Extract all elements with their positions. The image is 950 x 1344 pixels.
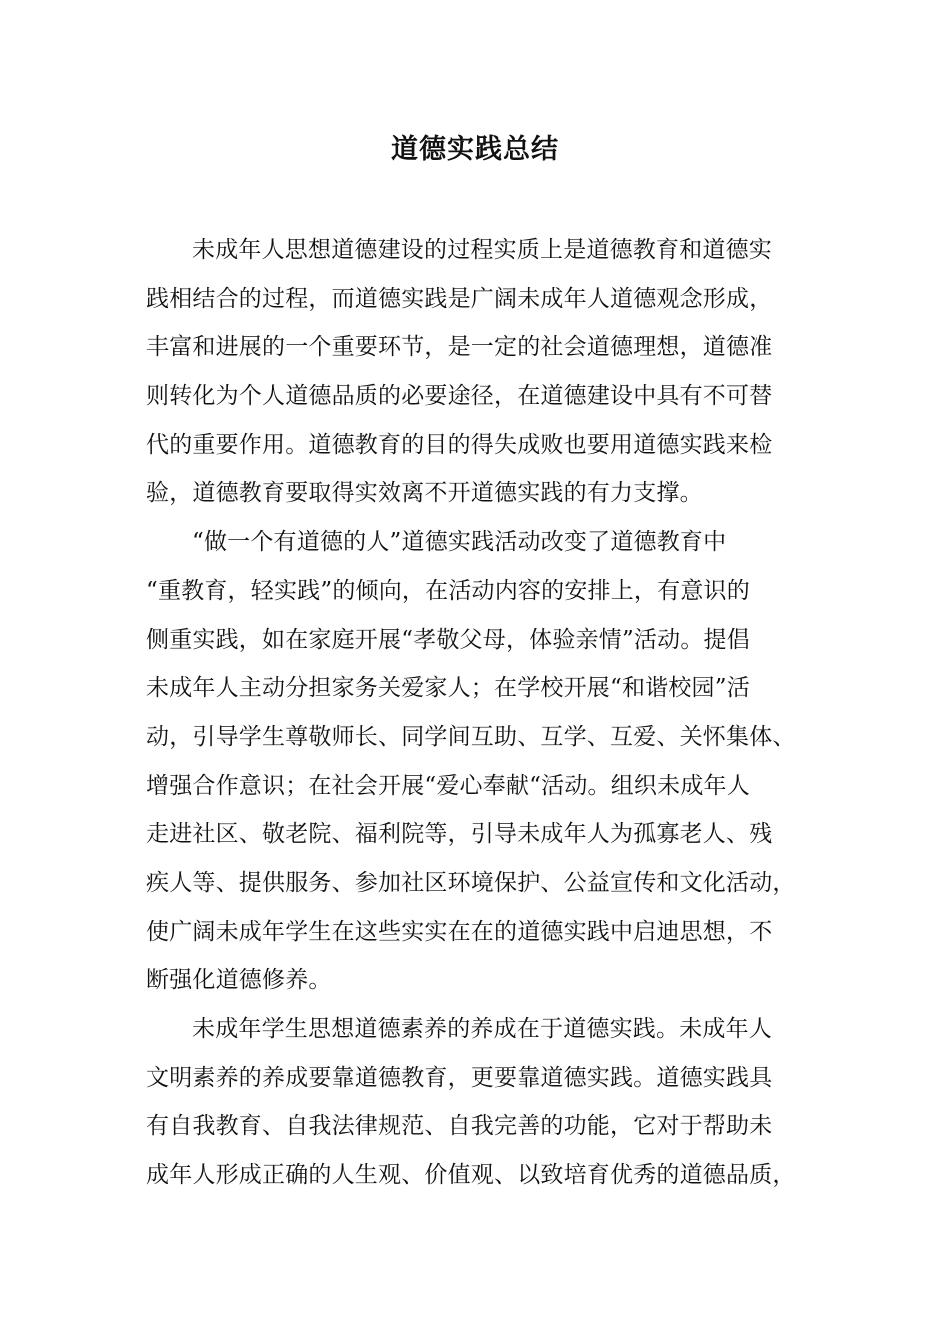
text-line: 文明素养的养成要靠道德教育，更要靠道德实践。道德实践具	[146, 1064, 773, 1091]
paragraph-1	[146, 226, 826, 518]
text-line: 丰富和进展的一个重要环节，是一定的社会道德理想，道德准	[146, 334, 773, 361]
text-line: 成年人形成正确的人生观、价值观、以致培育优秀的道德品质，	[146, 1162, 796, 1189]
text-line: 未成年人主动分担家务关爱家人；在学校开展“和谐校园”活	[146, 675, 750, 702]
text-line: 验，道德教育要取得实效离不开道德实践的有力支撑。	[146, 480, 703, 507]
text-line: “做一个有道德的人”道德实践活动改变了道德教育中	[192, 529, 727, 556]
text-line: “重教育，轻实践”的倾向，在活动内容的安排上，有意识的	[146, 577, 750, 604]
text-line: 未成年人思想道德建设的过程实质上是道德教育和道德实	[192, 237, 772, 263]
text-line: 践相结合的过程，而道德实践是广阔未成年人道德观念形成，	[146, 285, 773, 312]
paragraph-2	[146, 518, 826, 1005]
document-title: 道德实践总结	[391, 134, 559, 165]
text-line: 疾人等、提供服务、参加社区环境保护、公益宣传和文化活动，	[146, 869, 796, 896]
document-body	[146, 226, 826, 1200]
text-line: 侧重实践，如在家庭开展“孝敬父母，体验亲情”活动。提倡	[146, 626, 750, 653]
text-line: 未成年学生思想道德素养的养成在于道德实践。未成年人	[192, 1016, 772, 1042]
text-line: 有自我教育、自我法律规范、自我完善的功能，它对于帮助未	[146, 1113, 773, 1140]
text-line: 走进社区、敬老院、福利院等，引导未成年人为孤寡老人、残	[146, 821, 773, 848]
text-line: 使广阔未成年学生在这些实实在在的道德实践中启迪思想，不	[146, 918, 773, 945]
text-line: 断强化道德修养。	[146, 967, 332, 994]
paragraph-3	[146, 1005, 826, 1200]
text-line: 动，引导学生尊敬师长、同学间互助、互学、互爱、关怀集体、	[146, 723, 796, 750]
text-line: 代的重要作用。道德教育的目的得失成败也要用道德实践来检	[146, 431, 773, 458]
text-line: 则转化为个人道德品质的必要途径，在道德建设中具有不可替	[146, 383, 773, 410]
text-line: 增强合作意识；在社会开展“爱心奉献“活动。组织未成年人	[146, 772, 750, 799]
